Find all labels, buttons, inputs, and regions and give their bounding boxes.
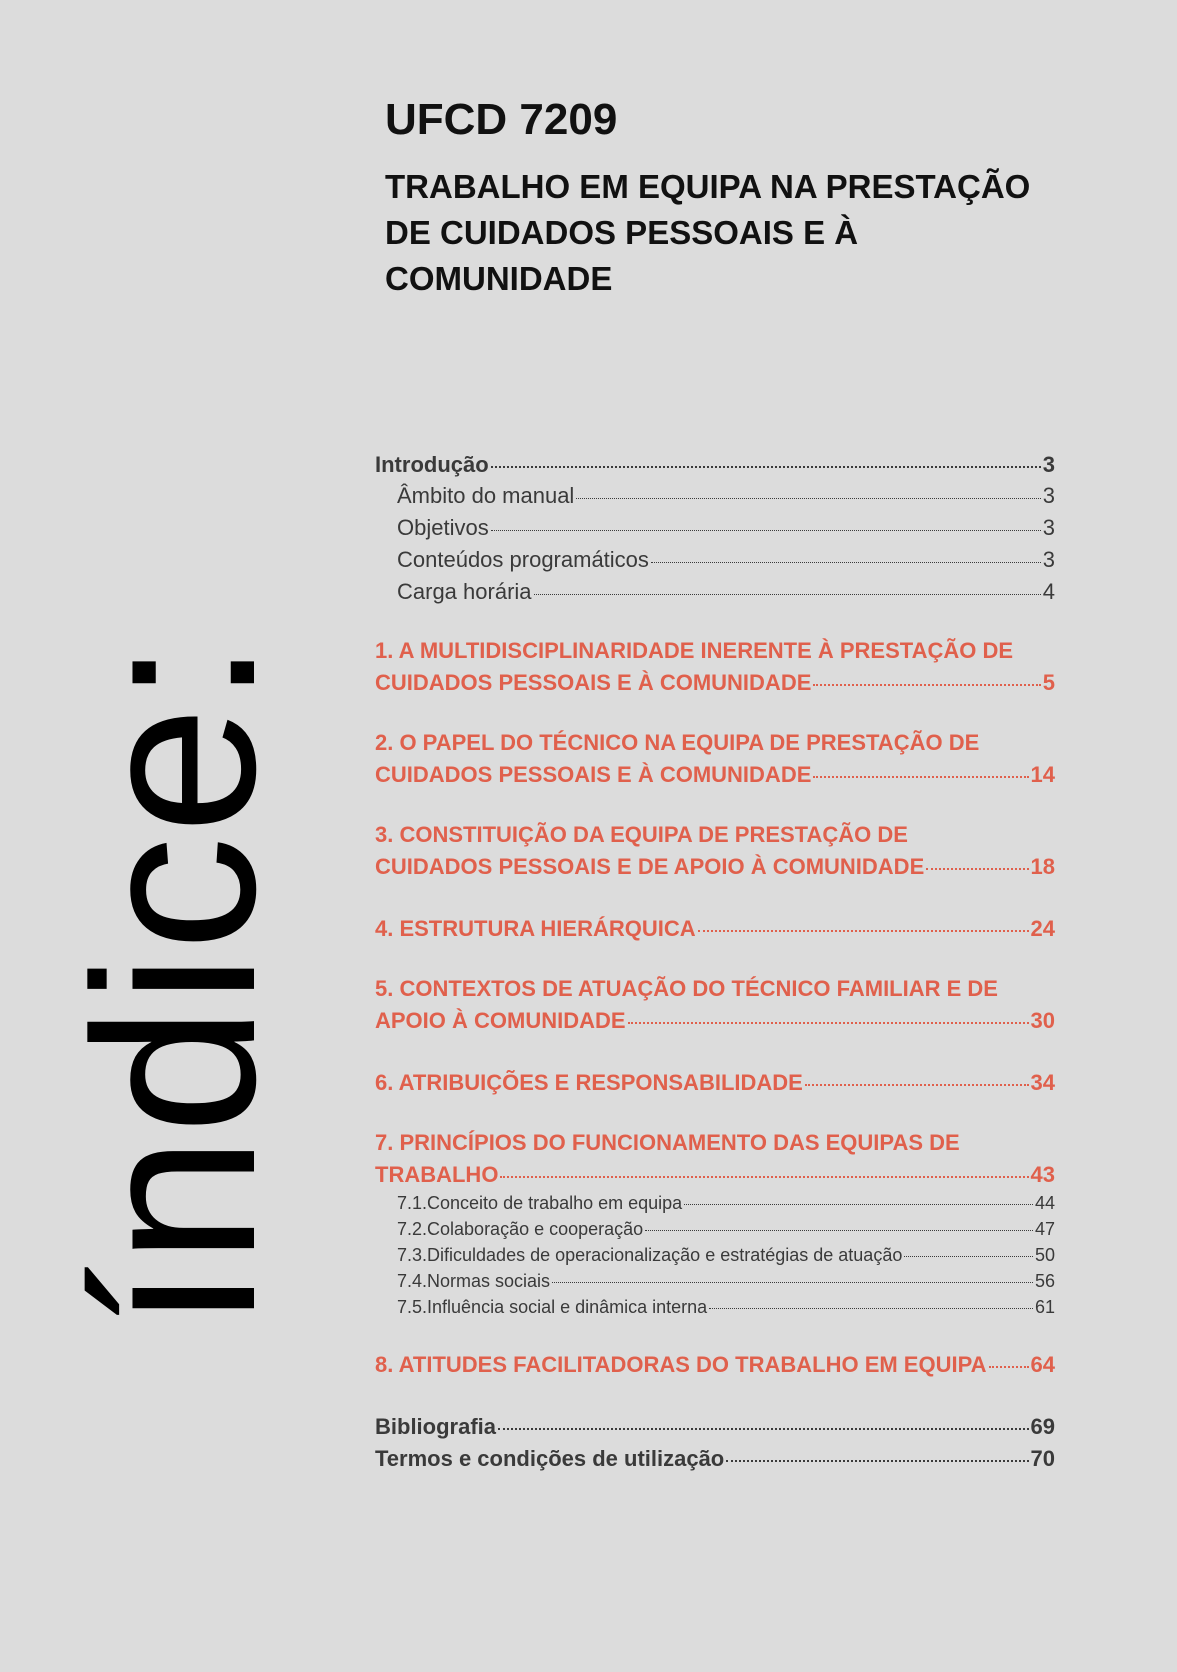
toc-leader — [491, 508, 1041, 531]
toc-leader — [813, 754, 1028, 778]
toc-entry-page: 3 — [1042, 452, 1055, 477]
toc-chapter-2[interactable] — [375, 728, 1055, 790]
toc-chapter-3[interactable] — [375, 820, 1055, 882]
toc-leader — [726, 1438, 1028, 1462]
toc-chapter-6[interactable] — [375, 1066, 1055, 1098]
toc-chapter-line: 7. PRINCÍPIOS DO FUNCIONAMENTO DAS EQUIPAS DE — [375, 1130, 960, 1155]
toc-chapter-line: 1. A MULTIDISCIPLINARIDADE INERENTE À PRESTAÇÃO DE — [375, 638, 1014, 663]
toc-entry-label: 7.4.Normas sociais — [397, 1271, 551, 1291]
toc-chapter-line: APOIO À COMUNIDADE — [375, 1008, 626, 1033]
toc-entry-terms[interactable] — [375, 1442, 1055, 1474]
toc-entry-page: 47 — [1034, 1219, 1055, 1239]
toc-chapter-line: 8. ATITUDES FACILITADORAS DO TRABALHO EM EQUIPA — [375, 1352, 987, 1377]
table-of-contents — [375, 448, 1055, 1474]
toc-leader — [498, 1406, 1029, 1430]
toc-entry-label: 7.1.Conceito de trabalho em equipa — [397, 1193, 683, 1213]
toc-leader — [805, 1062, 1029, 1086]
index-vertical-title: índice: — [46, 638, 303, 1330]
toc-entry[interactable] — [375, 576, 1055, 608]
toc-entry-page: 14 — [1030, 762, 1055, 787]
toc-leader — [651, 540, 1041, 563]
toc-entry-page: 61 — [1034, 1297, 1055, 1317]
toc-leader — [813, 662, 1040, 686]
toc-entry-label: 7.5.Influência social e dinâmica interna — [397, 1297, 708, 1317]
toc-chapter-line: 2. O PAPEL DO TÉCNICO NA EQUIPA DE PRESTAÇÃO DE — [375, 730, 980, 755]
toc-leader — [500, 1154, 1028, 1178]
toc-entry-page: 69 — [1030, 1414, 1055, 1439]
toc-chapter-line: CUIDADOS PESSOAIS E À COMUNIDADE — [375, 762, 812, 787]
course-title-line3: COMUNIDADE — [385, 260, 613, 297]
toc-entry-label: Carga horária — [397, 579, 532, 604]
toc-chapter-line: 6. ATRIBUIÇÕES E RESPONSABILIDADE — [375, 1070, 803, 1095]
toc-entry-page: 3 — [1042, 547, 1055, 572]
course-title — [385, 164, 1085, 302]
toc-chapter-line: CUIDADOS PESSOAIS E À COMUNIDADE — [375, 670, 812, 695]
toc-entry-page: 18 — [1030, 854, 1055, 879]
toc-entry-page: 44 — [1034, 1193, 1055, 1213]
toc-entry-page: 56 — [1034, 1271, 1055, 1291]
toc-entry-page: 43 — [1030, 1162, 1055, 1187]
toc-leader — [628, 1000, 1029, 1024]
toc-leader — [552, 1264, 1033, 1283]
toc-entry-page: 70 — [1030, 1446, 1055, 1471]
toc-chapter-line: TRABALHO — [375, 1162, 499, 1187]
toc-leader — [904, 1238, 1033, 1257]
toc-leader — [534, 572, 1041, 595]
toc-entry-label: Conteúdos programáticos — [397, 547, 649, 572]
course-title-line1: TRABALHO EM EQUIPA NA PRESTAÇÃO — [385, 168, 1031, 205]
toc-leader — [491, 444, 1041, 468]
toc-entry-label: 7.2.Colaboração e cooperação — [397, 1219, 644, 1239]
toc-chapter-8[interactable] — [375, 1348, 1055, 1380]
toc-entry-page: 34 — [1030, 1070, 1055, 1095]
course-title-line2: DE CUIDADOS PESSOAIS E À — [385, 214, 859, 251]
toc-chapter-line: 4. ESTRUTURA HIERÁRQUICA — [375, 916, 696, 941]
toc-entry-page: 3 — [1042, 483, 1055, 508]
toc-entry-page: 30 — [1030, 1008, 1055, 1033]
toc-chapter-4[interactable] — [375, 912, 1055, 944]
toc-leader — [698, 908, 1029, 932]
toc-leader — [989, 1344, 1029, 1368]
toc-subsection[interactable] — [375, 1294, 1055, 1320]
toc-entry-label: Bibliografia — [375, 1414, 497, 1439]
toc-entry-label: 7.3.Dificuldades de operacionalização e estratégias de atuação — [397, 1245, 903, 1265]
toc-leader — [709, 1290, 1033, 1309]
toc-entry-page: 4 — [1042, 579, 1055, 604]
toc-chapter-line: 3. CONSTITUIÇÃO DA EQUIPA DE PRESTAÇÃO DE — [375, 822, 908, 847]
toc-entry-page: 5 — [1042, 670, 1055, 695]
toc-chapter-7[interactable] — [375, 1128, 1055, 1190]
toc-leader — [576, 476, 1040, 499]
document-header — [385, 92, 1085, 302]
toc-chapter-5[interactable] — [375, 974, 1055, 1036]
toc-leader — [926, 846, 1028, 870]
toc-entry-page: 50 — [1034, 1245, 1055, 1265]
toc-entry-page: 64 — [1030, 1352, 1055, 1377]
toc-entry-page: 24 — [1030, 916, 1055, 941]
ufcd-code: UFCD 7209 — [385, 95, 618, 144]
toc-entry-label: Âmbito do manual — [397, 483, 575, 508]
toc-entry-page: 3 — [1042, 515, 1055, 540]
toc-chapter-1[interactable] — [375, 636, 1055, 698]
toc-entry-label: Objetivos — [397, 515, 489, 540]
toc-chapter-line: 5. CONTEXTOS DE ATUAÇÃO DO TÉCNICO FAMILIAR E DE — [375, 976, 998, 1001]
toc-leader — [645, 1212, 1033, 1231]
toc-leader — [684, 1186, 1033, 1205]
toc-entry-label: Termos e condições de utilização — [375, 1446, 725, 1471]
toc-chapter-line: CUIDADOS PESSOAIS E DE APOIO À COMUNIDADE — [375, 854, 925, 879]
toc-entry-label: Introdução — [375, 452, 489, 477]
